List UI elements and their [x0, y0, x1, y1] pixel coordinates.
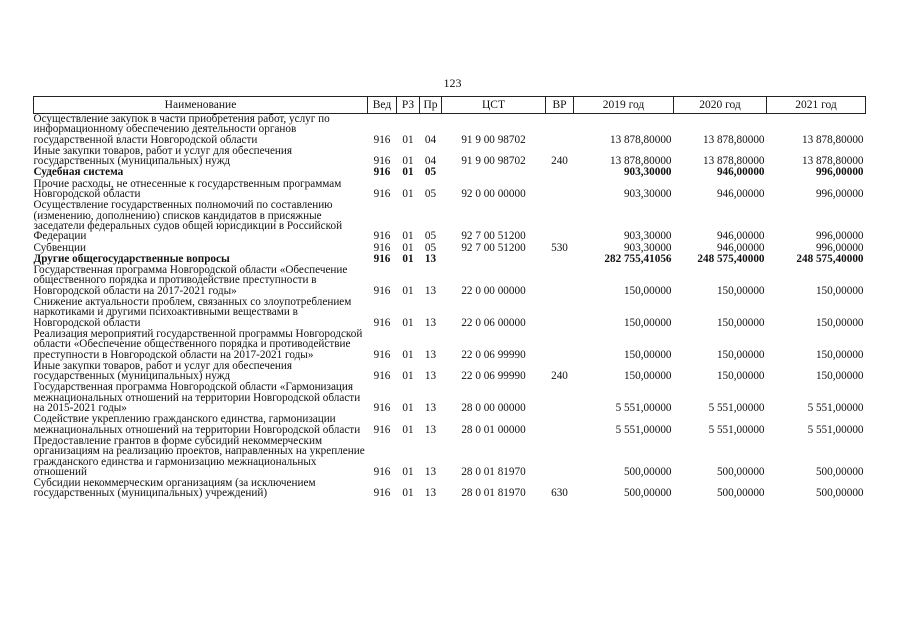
header-cst: ЦСТ	[442, 97, 546, 114]
table-row	[34, 297, 866, 329]
header-pr: Пр	[420, 97, 442, 114]
row-name: Содействие укреплению гражданского единства, гармонизации межнациональных отношений на территории Новгородской области	[33, 413, 361, 436]
row-value-2019: 500,00000	[623, 487, 672, 500]
row-value-2020: 946,00000	[716, 166, 765, 179]
row-vr	[546, 329, 574, 361]
row-rz: 01	[402, 133, 414, 146]
row-cst	[442, 167, 546, 178]
row-cst: 22 0 06 00000	[461, 316, 526, 329]
table-body	[34, 114, 866, 500]
row-name: Государственная программа Новгородской области «Гармонизация межнациональных отношений на территории Новгородской области на 2015-2021 годы»	[33, 381, 361, 415]
row-value-2021: 500,00000	[815, 487, 864, 500]
row-value-2020: 150,00000	[716, 348, 765, 361]
row-rz: 01	[402, 423, 414, 436]
row-cst: 22 0 06 99990	[461, 370, 526, 383]
row-value-2020: 946,00000	[716, 230, 765, 243]
row-pr: 13	[424, 284, 437, 297]
row-rz: 01	[402, 284, 414, 297]
row-vr	[546, 265, 574, 297]
row-vr	[546, 254, 574, 265]
row-value-2021: 13 878,80000	[801, 155, 864, 168]
row-value-2021: 996,00000	[815, 188, 864, 201]
budget-table	[33, 96, 866, 500]
row-pr: 13	[424, 316, 437, 329]
row-value-2021: 150,00000	[815, 284, 864, 297]
row-value-2019: 282 755,41056	[604, 252, 672, 265]
row-value-2021: 150,00000	[815, 348, 864, 361]
row-value-2020: 150,00000	[716, 316, 765, 329]
row-rz: 01	[402, 166, 414, 179]
row-rz: 01	[402, 155, 414, 168]
table-row	[34, 414, 866, 436]
row-ved: 916	[373, 166, 391, 179]
table-row	[34, 361, 866, 383]
header-2019: 2019 год	[574, 97, 674, 114]
row-pr: 13	[424, 402, 437, 415]
row-ved: 916	[373, 188, 391, 201]
row-name: Субвенции	[33, 241, 86, 254]
row-cst: 22 0 06 99990	[461, 348, 526, 361]
row-name: Субсидии некоммерческим организациям (за исключением государственных (муниципальных) учреждений)	[33, 477, 316, 500]
row-value-2019: 5 551,00000	[615, 402, 672, 415]
row-pr: 05	[424, 188, 437, 201]
table-row	[34, 382, 866, 414]
row-vr	[546, 179, 574, 201]
row-value-2021: 150,00000	[815, 370, 864, 383]
row-value-2020: 946,00000	[716, 188, 765, 201]
row-value-2019: 13 878,80000	[609, 155, 672, 168]
row-pr: 04	[424, 155, 437, 168]
row-vr	[546, 382, 574, 414]
row-pr: 13	[424, 348, 437, 361]
row-value-2019: 903,30000	[623, 230, 672, 243]
row-cst: 28 0 01 00000	[461, 423, 526, 436]
row-ved: 916	[373, 252, 391, 265]
row-ved: 916	[373, 284, 391, 297]
row-vr	[546, 436, 574, 478]
row-value-2019: 13 878,80000	[609, 133, 672, 146]
row-pr: 05	[424, 230, 437, 243]
row-value-2020: 946,00000	[716, 241, 765, 254]
row-ved: 916	[373, 230, 391, 243]
table-row	[34, 436, 866, 478]
row-name: Реализация мероприятий государственной программы Новгородской области «Обеспечение общественного порядка и противодействие преступности в Новгородской области на 2017-2021 годы»	[33, 327, 363, 361]
row-vr	[546, 167, 574, 178]
table-row	[34, 114, 866, 146]
row-value-2020: 13 878,80000	[702, 133, 765, 146]
row-pr: 13	[424, 487, 437, 500]
row-value-2020: 500,00000	[716, 487, 765, 500]
row-vr: 240	[551, 155, 568, 168]
row-vr	[546, 200, 574, 242]
row-value-2021: 996,00000	[815, 241, 864, 254]
table-row	[34, 179, 866, 201]
row-pr: 13	[424, 423, 437, 436]
row-name: Осуществление закупок в части приобретения работ, услуг по информационному обеспечению деятельности органов государственной власти Новгородской области	[33, 113, 330, 146]
row-cst: 91 9 00 98702	[461, 155, 526, 168]
row-name: Снижение актуальности проблем, связанных со злоупотреблением наркотиками и другими психоактивными веществами в Новгородской области	[33, 296, 352, 329]
table-row	[34, 200, 866, 242]
row-vr	[546, 414, 574, 436]
row-cst: 28 0 00 00000	[461, 402, 526, 415]
row-value-2019: 150,00000	[623, 370, 672, 383]
row-vr: 530	[551, 241, 568, 254]
row-value-2020: 500,00000	[716, 465, 765, 478]
row-cst	[442, 254, 546, 265]
row-ved: 916	[373, 348, 391, 361]
row-value-2020: 150,00000	[716, 370, 765, 383]
row-value-2019: 903,30000	[623, 241, 672, 254]
row-ved: 916	[373, 487, 391, 500]
row-value-2021: 5 551,00000	[807, 423, 864, 436]
row-pr: 05	[424, 241, 437, 254]
row-value-2021: 500,00000	[815, 465, 864, 478]
row-cst: 92 7 00 51200	[461, 241, 526, 254]
row-value-2020: 150,00000	[716, 284, 765, 297]
row-ved: 916	[373, 423, 391, 436]
row-cst: 22 0 00 00000	[461, 284, 526, 297]
row-ved: 916	[373, 133, 391, 146]
row-ved: 916	[373, 370, 391, 383]
row-vr: 630	[551, 487, 568, 500]
row-rz: 01	[402, 230, 414, 243]
header-ved: Вед	[368, 97, 397, 114]
table-row	[34, 329, 866, 361]
row-value-2021: 13 878,80000	[801, 133, 864, 146]
row-rz: 01	[402, 370, 414, 383]
row-value-2019: 5 551,00000	[615, 423, 672, 436]
header-2021: 2021 год	[767, 97, 866, 114]
row-cst: 28 0 01 81970	[461, 465, 526, 478]
row-name: Прочие расходы, не отнесенные к государственным программам Новгородской области	[33, 177, 342, 201]
row-rz: 01	[402, 252, 414, 265]
row-cst: 92 0 00 00000	[461, 188, 526, 201]
row-name: Предоставление грантов в форме субсидий некоммерческим организациям на реализацию проектов, направленных на укрепление гражданского единства и гармонизацию межнациональных отношений	[33, 434, 365, 478]
table-header-row	[34, 97, 866, 114]
row-name: Государственная программа Новгородской области «Обеспечение общественного порядка и противодействие преступности в Новгородской области на 2017-2021 годы»	[33, 264, 348, 297]
row-rz: 01	[402, 241, 414, 254]
row-rz: 01	[402, 487, 414, 500]
table-row	[34, 265, 866, 297]
row-value-2020: 5 551,00000	[708, 423, 765, 436]
row-value-2021: 5 551,00000	[807, 402, 864, 415]
row-value-2021: 996,00000	[815, 230, 864, 243]
header-2020: 2020 год	[674, 97, 767, 114]
table-row	[34, 478, 866, 500]
row-value-2020: 5 551,00000	[708, 402, 765, 415]
header-vr: ВР	[546, 97, 574, 114]
row-rz: 01	[402, 402, 414, 415]
row-name: Иные закупки товаров, работ и услуг для обеспечения государственных (муниципальных) нужд	[33, 144, 293, 168]
row-name: Осуществление государственных полномочий по составлению (изменению, дополнению) списков кандидатов в присяжные заседатели федеральных судов общей юрисдикции в Российской Федерации	[33, 199, 343, 243]
row-cst: 92 7 00 51200	[461, 230, 526, 243]
row-name: Иные закупки товаров, работ и услуг для обеспечения государственных (муниципальных) нужд	[33, 359, 293, 383]
row-ved: 916	[373, 465, 391, 478]
row-ved: 916	[373, 241, 391, 254]
row-value-2021: 996,00000	[815, 166, 864, 179]
row-rz: 01	[402, 348, 414, 361]
table-row	[34, 146, 866, 168]
row-name: Судебная система	[33, 166, 124, 179]
row-value-2019: 150,00000	[623, 284, 672, 297]
row-rz: 01	[402, 188, 414, 201]
row-pr: 13	[424, 465, 437, 478]
header-rz: РЗ	[397, 97, 420, 114]
row-ved: 916	[373, 316, 391, 329]
row-pr: 13	[424, 252, 437, 265]
row-rz: 01	[402, 465, 414, 478]
row-value-2019: 903,30000	[623, 166, 672, 179]
row-value-2019: 150,00000	[623, 316, 672, 329]
row-cst: 91 9 00 98702	[461, 133, 526, 146]
header-name: Наименование	[34, 97, 368, 114]
row-value-2021: 150,00000	[815, 316, 864, 329]
row-value-2020: 248 575,40000	[697, 252, 765, 265]
row-vr	[546, 297, 574, 329]
row-value-2019: 500,00000	[623, 465, 672, 478]
row-name: Другие общегосударственные вопросы	[33, 252, 230, 265]
row-rz: 01	[402, 316, 414, 329]
row-value-2019: 150,00000	[623, 348, 672, 361]
row-vr	[546, 114, 574, 146]
row-vr: 240	[551, 370, 568, 383]
row-value-2020: 13 878,80000	[702, 155, 765, 168]
row-pr: 13	[424, 370, 437, 383]
page-number: 123	[443, 76, 462, 90]
row-value-2019: 903,30000	[623, 188, 672, 201]
row-ved: 916	[373, 402, 391, 415]
row-cst: 28 0 01 81970	[461, 487, 526, 500]
row-pr: 05	[424, 166, 437, 179]
row-value-2021: 248 575,40000	[796, 252, 864, 265]
row-pr: 04	[424, 133, 437, 146]
row-ved: 916	[373, 155, 391, 168]
